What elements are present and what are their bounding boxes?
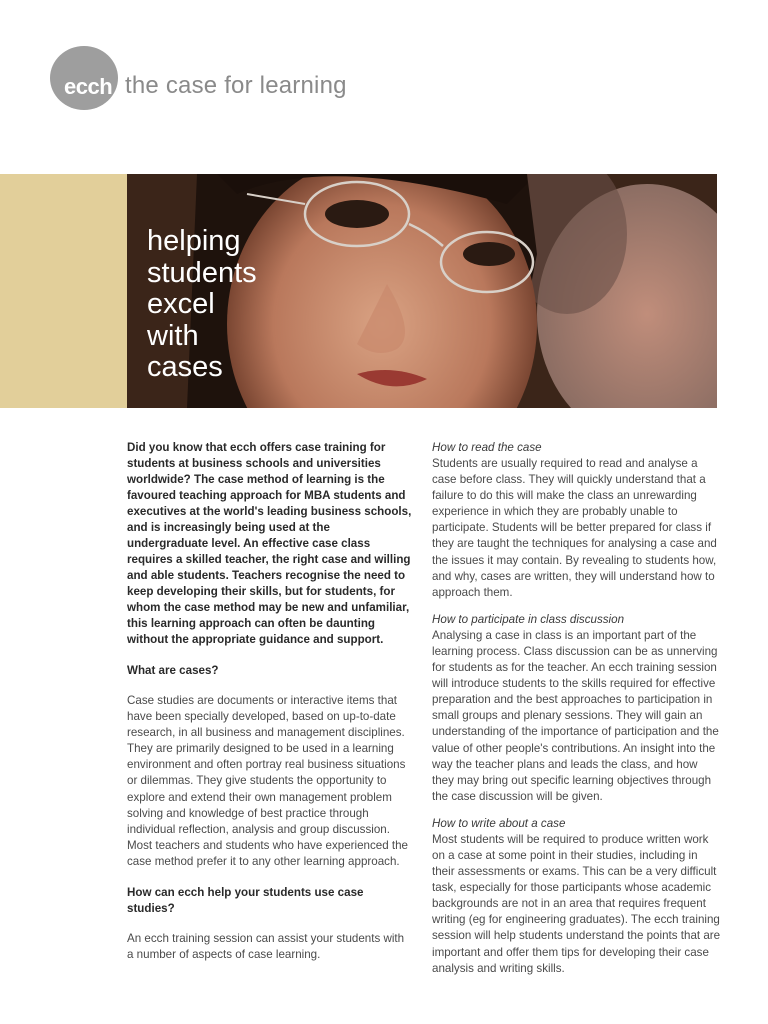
headline-line: cases (147, 351, 223, 383)
read-case-heading: How to read the case (432, 441, 542, 454)
write-case-heading: How to write about a case (432, 816, 566, 830)
what-are-cases-heading: What are cases? (127, 664, 219, 677)
read-case-body: Students are usually required to read and analyse a case before class. They will quickly understand that a failure to do this will make the class an unrewarding experience in which they are probably unable to participate. Students will be better prepared for class if they are taught the techniques for analysing a case and the issues it may contain. By revealing to students how, and why, cases are written, they will understand how to approach them. (432, 457, 717, 599)
left-column (127, 440, 412, 963)
logo-tagline: the case for learning (125, 72, 347, 99)
banner-accent-block (0, 174, 127, 408)
headline-line: students (147, 256, 257, 289)
how-can-ecch-help-heading: How can ecch help your students use case studies? (127, 886, 364, 916)
logo-mark: ecch (64, 74, 113, 99)
right-column (432, 440, 722, 977)
intro-paragraph: Did you know that ecch offers case training for students at business schools and universities worldwide? The case method of learning is the favoured teaching approach for MBA students and executives at the world's leading business schools, and is increasingly being used at the undergraduate level. An effective case class requires a skilled teacher, the right case and willing and able students. Teachers recognise the need to keep developing their skills, but for students, for whom the case method may be new and unfamiliar, this learning approach can often be daunting without the appropriate guidance and support. (127, 441, 412, 646)
how-can-ecch-help-body: An ecch training session can assist your students with a number of aspects of case learning. (127, 932, 405, 962)
participate-body: Analysing a case in class is an important part of the learning process. Class discussion can be as unnerving for students as for the teacher. An ecch training session will introduce students to the skills required for effective preparation and the best approaches to participation in small groups and plenary sessions. They will gain an understanding of the importance of participation and the value of other people's contributions. An insight into the way the teacher plans and leads the class, and how they may bring out specific learning objectives through the case discussion will be given. (432, 628, 719, 803)
what-are-cases-body: Case studies are documents or interactive items that have been specially developed, based on up-to-date research, in all business and management disciplines. They are primarily designed to be used in a learning environment and often portray real business situations or dilemmas. They give students the opportunity to explore and extend their own management problem solving and knowledge of best practice through individual reflection, analysis and group discussion. Most teachers and students who have experienced the case method prefer it to any other learning approach. (127, 694, 409, 868)
headline-line: excel (147, 288, 215, 320)
write-case-body: Most students will be required to produce written work on a case at some point in their studies, including in their assessments or exams. This can be a very difficult task, especially for those participants whose academic backgrounds are not in an area that requires frequent writing (eg for engineering graduates). The ecch training session will help students understand the points that are important and offer them tips for developing their case analysis and writing skills. (432, 832, 721, 975)
headline-line: with (147, 319, 199, 352)
headline-line: helping (147, 225, 241, 257)
banner-headline (147, 226, 347, 384)
participate-heading: How to participate in class discussion (432, 612, 625, 626)
